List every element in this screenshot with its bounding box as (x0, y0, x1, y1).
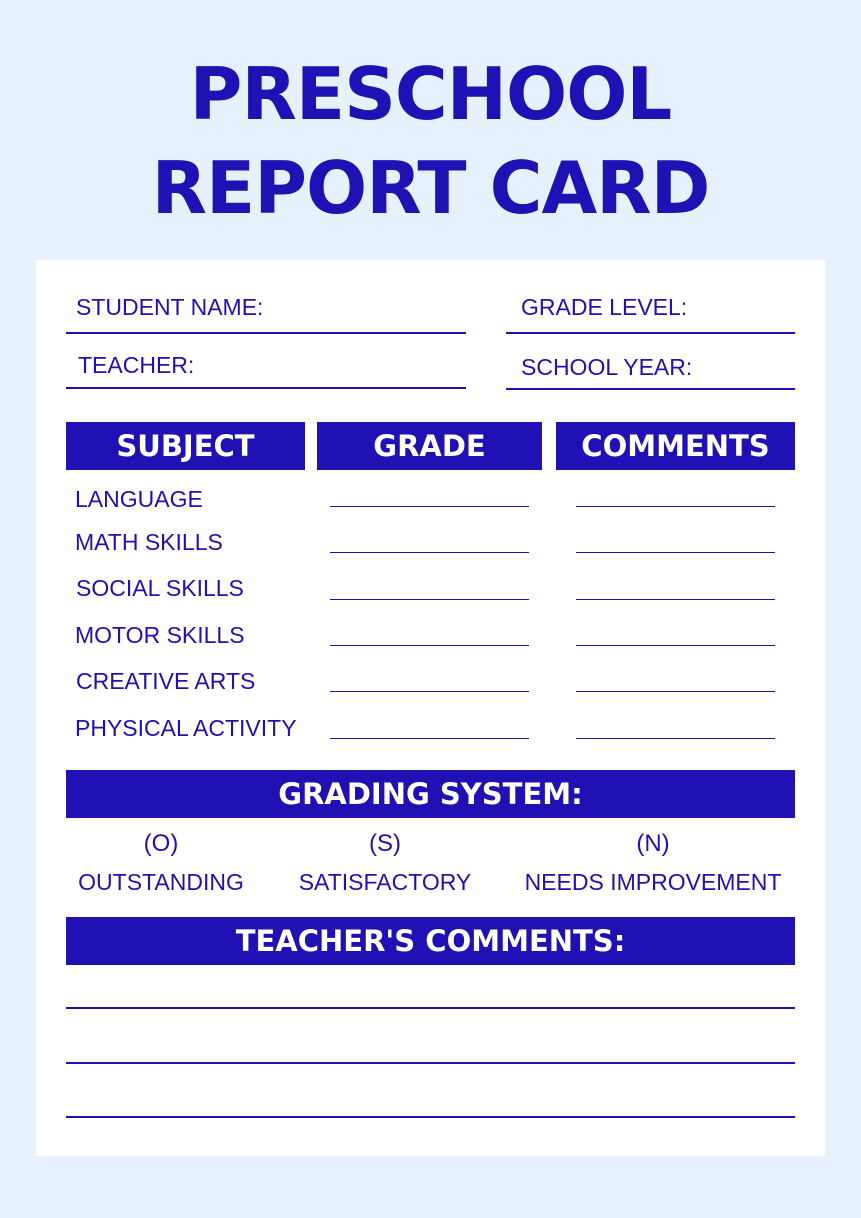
page-title-line-1: PRESCHOOL (189, 52, 672, 136)
grade-key-needs-improvement: (N) (636, 830, 670, 857)
grade-header: GRADE (317, 422, 542, 470)
grade-key-outstanding: (O) (143, 830, 179, 857)
subject-social-skills: SOCIAL SKILLS (76, 575, 244, 601)
subject-header: SUBJECT (66, 422, 305, 470)
report-card-sheet (36, 260, 825, 1156)
subject-motor-skills: MOTOR SKILLS (75, 622, 245, 648)
physical-grade-line[interactable] (330, 738, 529, 739)
grade-key-satisfactory: (S) (369, 830, 401, 857)
teachers-comments-header: TEACHER'S COMMENTS: (66, 917, 795, 965)
arts-comment-line[interactable] (576, 691, 775, 692)
comment-line-1[interactable] (66, 1007, 795, 1009)
physical-comment-line[interactable] (576, 738, 775, 739)
motor-comment-line[interactable] (576, 645, 775, 646)
comment-line-3[interactable] (66, 1116, 795, 1118)
grade-level-label: GRADE LEVEL: (521, 294, 688, 320)
student-name-label: STUDENT NAME: (76, 294, 264, 320)
comments-header: COMMENTS (556, 422, 795, 470)
motor-grade-line[interactable] (330, 645, 529, 646)
arts-grade-line[interactable] (330, 691, 529, 692)
school-year-label: SCHOOL YEAR: (521, 354, 693, 380)
social-comment-line[interactable] (576, 599, 775, 600)
subject-creative-arts: CREATIVE ARTS (76, 668, 256, 694)
comment-line-2[interactable] (66, 1062, 795, 1064)
grade-label-outstanding: OUTSTANDING (78, 869, 244, 895)
subject-physical-activity: PHYSICAL ACTIVITY (75, 715, 297, 741)
grading-system-header: GRADING SYSTEM: (66, 770, 795, 818)
grade-label-satisfactory: SATISFACTORY (298, 869, 472, 895)
math-comment-line[interactable] (576, 552, 775, 553)
student-name-line[interactable] (66, 332, 466, 334)
grade-level-line[interactable] (506, 332, 795, 334)
school-year-line[interactable] (506, 388, 795, 390)
language-comment-line[interactable] (576, 506, 775, 507)
page-title-line-2: REPORT CARD (151, 146, 710, 230)
subject-math-skills: MATH SKILLS (75, 529, 223, 555)
teacher-line[interactable] (66, 387, 466, 389)
social-grade-line[interactable] (330, 599, 529, 600)
grade-label-needs-improvement: NEEDS IMPROVEMENT (524, 869, 782, 895)
teacher-label: TEACHER: (78, 352, 195, 378)
math-grade-line[interactable] (330, 552, 529, 553)
language-grade-line[interactable] (330, 506, 529, 507)
subject-language: LANGUAGE (75, 486, 203, 512)
